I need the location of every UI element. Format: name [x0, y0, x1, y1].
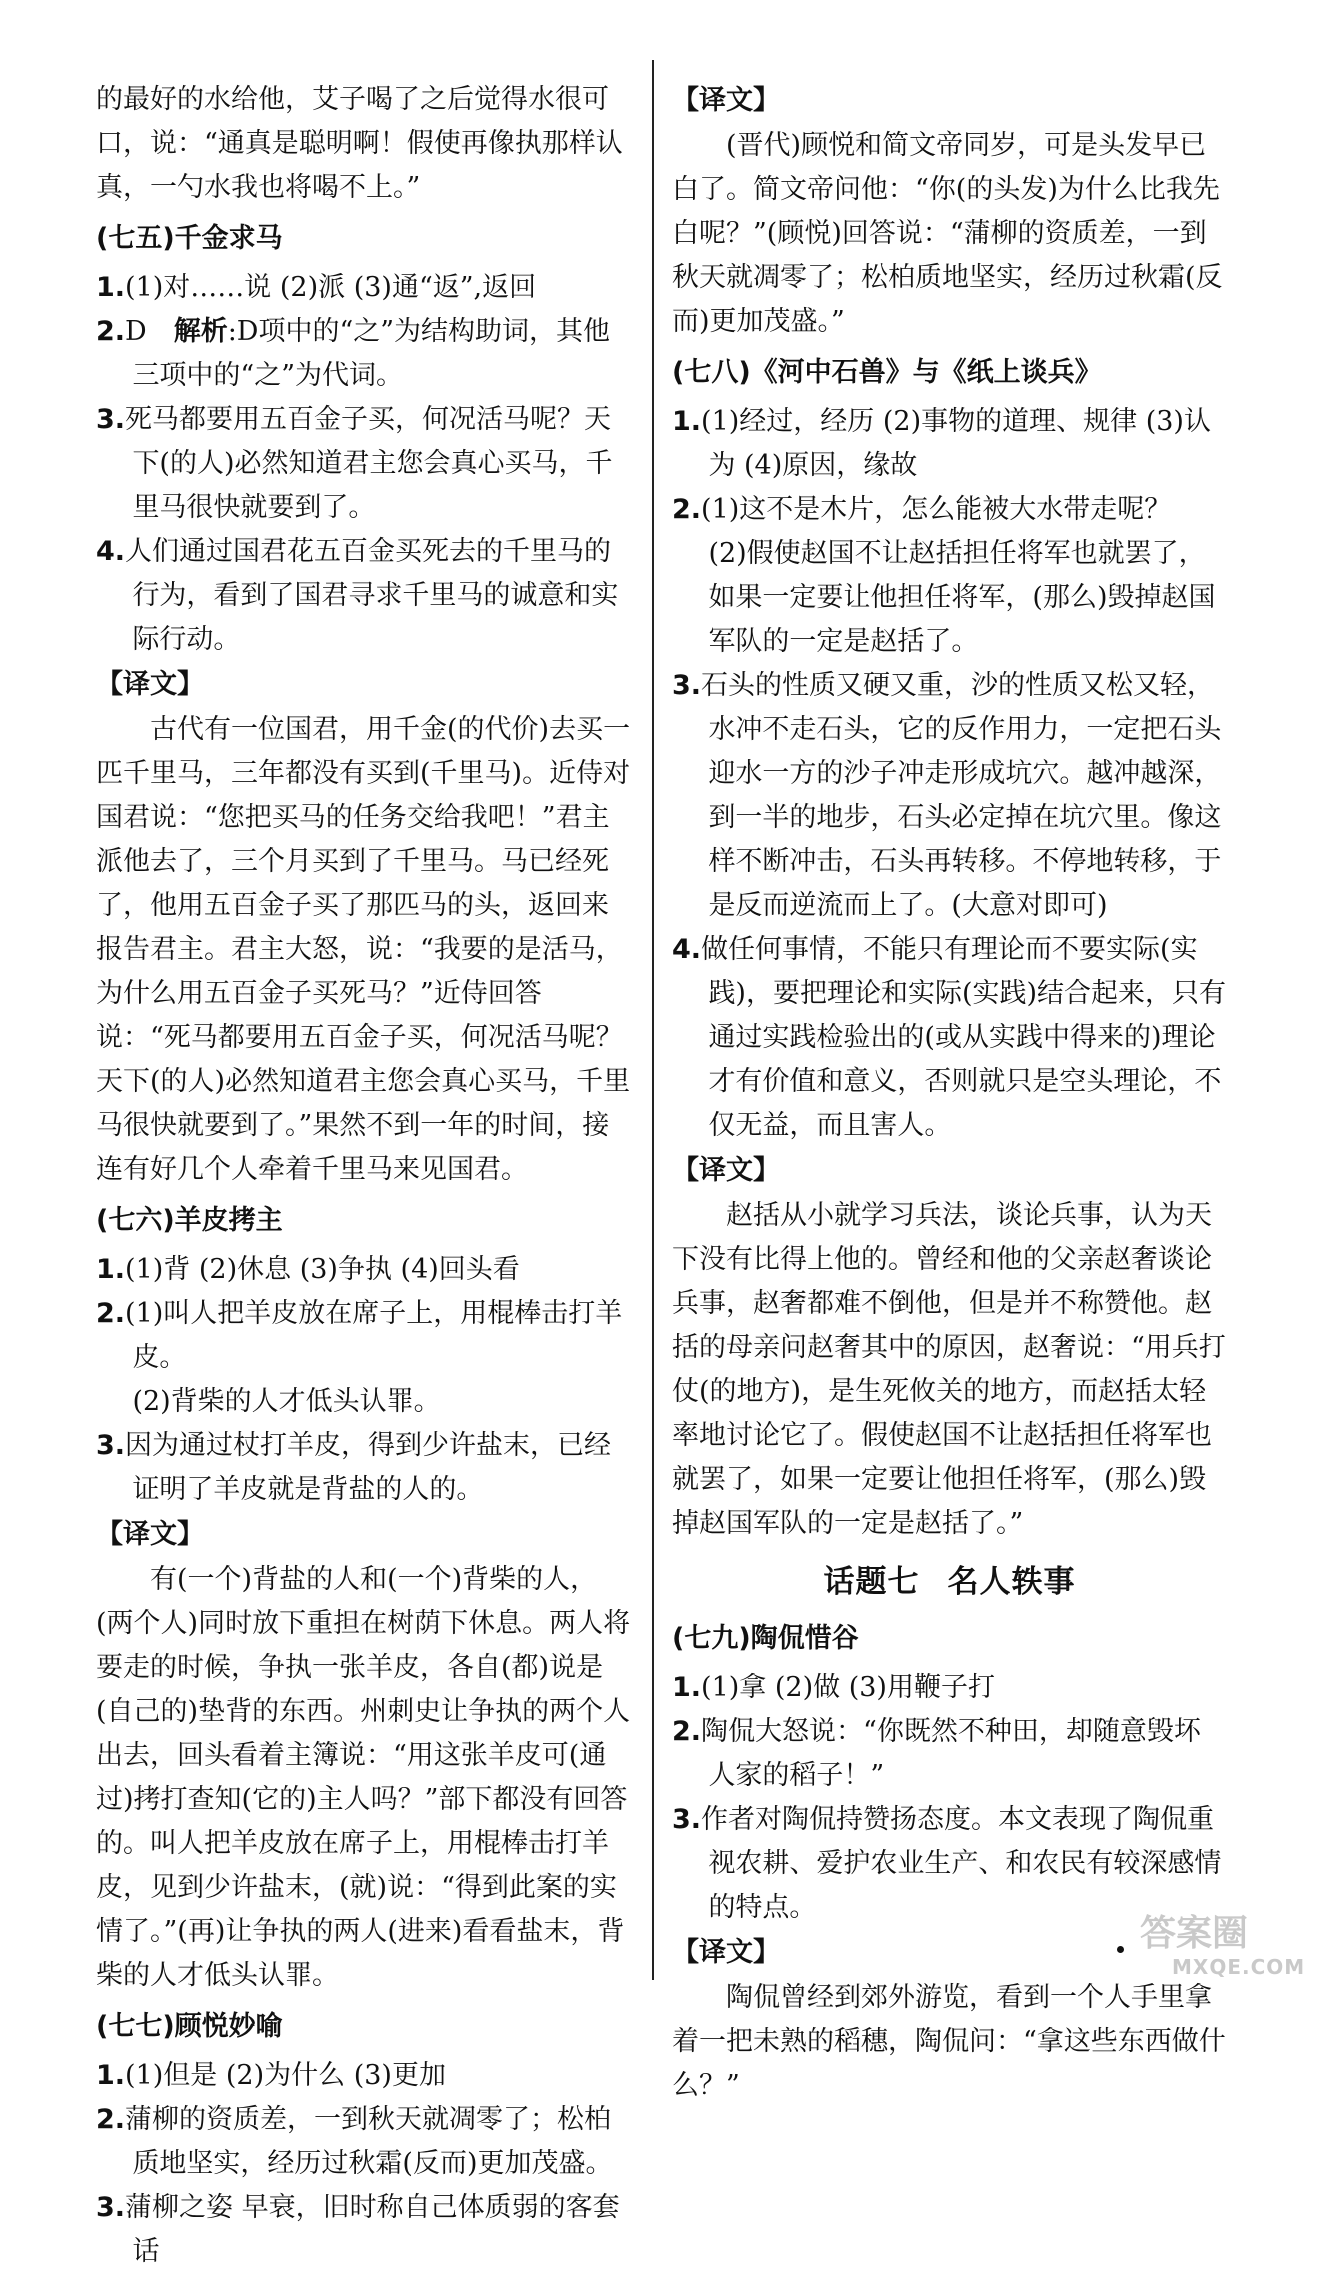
- answer-item: 2.D 解析:D项中的“之”为结构助词，其他三项中的“之”为代词。: [96, 316, 611, 391]
- section-heading: (七九)陶侃惜谷: [672, 1623, 859, 1654]
- translation-text: (晋代)顾悦和简文帝同岁，可是头发早已白了。简文帝问他：“你(的头发)为什么比我先白呢？”(顾悦)回答说：“蒲柳的资质差，一到秋天就凋零了；松柏质地坚实，经历过秋霜(反而)更加茂盛。”: [672, 130, 1223, 337]
- topic-name: 名人轶事: [947, 1564, 1076, 1600]
- watermark-logo: 答案圈: [1140, 1913, 1249, 1954]
- right-column: [672, 78, 1227, 2108]
- section-heading: (七五)千金求马: [96, 223, 283, 254]
- answer-item: 4.做任何事情，不能只有理论而不要实际(实践)，要把理论和实际(实践)结合起来，只有通过实践检验出的(或从实践中得来的)理论才有价值和意义，否则就只是空头理论，不仅无益，而且害人。: [672, 934, 1227, 1141]
- translation-text: 陶侃曾经到郊外游览，看到一个人手里拿着一把未熟的稻穗，陶侃问：“拿这些东西做什么？”: [672, 1982, 1226, 2101]
- topic-title: [672, 1554, 1227, 1610]
- section-75: [96, 214, 634, 1192]
- translation-label: 【译文】: [96, 669, 204, 700]
- left-column: [96, 78, 634, 2274]
- answer-item: 1.(1)拿 (2)做 (3)用鞭子打: [672, 1672, 995, 1703]
- translation-text: 古代有一位国君，用千金(的代价)去买一匹千里马，三年都没有买到(千里马)。近侍对国君说：“您把买马的任务交给我吧！”君主派他去了，三个月买到了千里马。马已经死了，他用五百金子买了那匹马的头，返回来报告君主。君主大怒，说：“我要的是活马，为什么用五百金子买死马？”近侍回答说：“死马都要用五百金子买，何况活马呢？天下(的人)必然知道君主您会真心买马，千里马很快就要到了。”果然不到一年的时间，接连有好几个人牵着千里马来见国君。: [96, 714, 631, 1185]
- answer-subitem: (2)假使赵国不让赵括担任将军也就罢了，如果一定要让他担任将军，(那么)毁掉赵国军队的一定是赵括了。: [708, 538, 1216, 657]
- answer-item: 2.蒲柳的资质差，一到秋天就凋零了；松柏质地坚实，经历过秋霜(反而)更加茂盛。: [96, 2104, 613, 2179]
- section-76: [96, 1196, 634, 1998]
- answer-item: 3.死马都要用五百金子买，何况活马呢？天下(的人)必然知道君主您会真心买马，千里马很快就要到了。: [96, 404, 613, 523]
- section-heading: (七八)《河中石兽》与《纸上谈兵》: [672, 357, 1102, 388]
- answer-item: 2.(1)叫人把羊皮放在席子上，用棍棒击打羊皮。: [96, 1298, 623, 1373]
- translation-label: 【译文】: [672, 1937, 780, 1968]
- section-78: [672, 348, 1227, 1546]
- translation-label: 【译文】: [96, 1519, 204, 1550]
- answer-item: 1.(1)但是 (2)为什么 (3)更加: [96, 2060, 446, 2091]
- answer-item: 2.(1)这不是木片，怎么能被大水带走呢？: [672, 494, 1172, 525]
- section-79: [672, 1614, 1227, 2108]
- intro-paragraph: 的最好的水给他，艾子喝了之后觉得水很可口，说：“通真是聪明啊！假使再像执那样认真，一勺水我也将喝不上。”: [96, 84, 623, 203]
- answer-item: 3.因为通过杖打羊皮，得到少许盐末，已经证明了羊皮就是背盐的人的。: [96, 1430, 612, 1505]
- translation-label: 【译文】: [672, 1155, 780, 1186]
- answer-item: 1.(1)经过，经历 (2)事物的道理、规律 (3)认为 (4)原因，缘故: [672, 406, 1211, 481]
- answer-item: 3.石头的性质又硬又重，沙的性质又松又轻，水冲不走石头，它的反作用力，一定把石头迎水一方的沙子冲走形成坑穴。越冲越深，到一半的地步，石头必定掉在坑穴里。像这样不断冲击，石头再转移。不停地转移，于是反而逆流而上了。(大意对即可): [672, 670, 1222, 921]
- section-heading: (七六)羊皮拷主: [96, 1205, 283, 1236]
- page-dot: [1117, 1946, 1124, 1953]
- watermark-url: MXQE.COM: [1172, 1955, 1306, 1979]
- translation-text: 赵括从小就学习兵法，谈论兵事，认为天下没有比得上他的。曾经和他的父亲赵奢谈论兵事，赵奢都难不倒他，但是并不称赞他。赵括的母亲问赵奢其中的原因，赵奢说：“用兵打仗(的地方)，是生死攸关的地方，而赵括太轻率地讨论它了。假使赵国不让赵括担任将军也就罢了，如果一定要让他担任将军，(那么)毁掉赵国军队的一定是赵括了。”: [672, 1200, 1226, 1539]
- section-77: [96, 2002, 634, 2274]
- translation-text: 有(一个)背盐的人和(一个)背柴的人，(两个人)同时放下重担在树荫下休息。两人将要走的时候，争执一张羊皮，各自(都)说是(自己的)垫背的东西。州刺史让争执的两个人出去，回头看着主簿说：“用这张羊皮可(通过)拷打查知(它的)主人吗？”部下都没有回答的。叫人把羊皮放在席子上，用棍棒击打羊皮，见到少许盐末，(就)说：“得到此案的实情了。”(再)让争执的两人(进来)看看盐末，背柴的人才低头认罪。: [96, 1564, 631, 1991]
- topic-number: 话题七: [823, 1564, 920, 1600]
- column-divider: [652, 60, 654, 1980]
- section-heading: (七七)顾悦妙喻: [96, 2011, 283, 2042]
- answer-item: 1.(1)对……说 (2)派 (3)通“返”,返回: [96, 272, 537, 303]
- translation-label: 【译文】: [672, 85, 780, 116]
- answer-subitem: (2)背柴的人才低头认罪。: [132, 1386, 441, 1417]
- answer-item: 2.陶侃大怒说：“你既然不种田，却随意毁坏人家的稻子！”: [672, 1716, 1201, 1791]
- answer-item: 1.(1)背 (2)休息 (3)争执 (4)回头看: [96, 1254, 520, 1285]
- answer-item: 3.蒲柳之姿 早衰，旧时称自己体质弱的客套话: [96, 2192, 620, 2267]
- answer-item: 3.作者对陶侃持赞扬态度。本文表现了陶侃重视农耕、爱护农业生产、和农民有较深感情的特点。: [672, 1804, 1222, 1923]
- answer-item: 4.人们通过国君花五百金买死去的千里马的行为，看到了国君寻求千里马的诚意和实际行动。: [96, 536, 619, 655]
- section-77-translation: [672, 78, 1227, 344]
